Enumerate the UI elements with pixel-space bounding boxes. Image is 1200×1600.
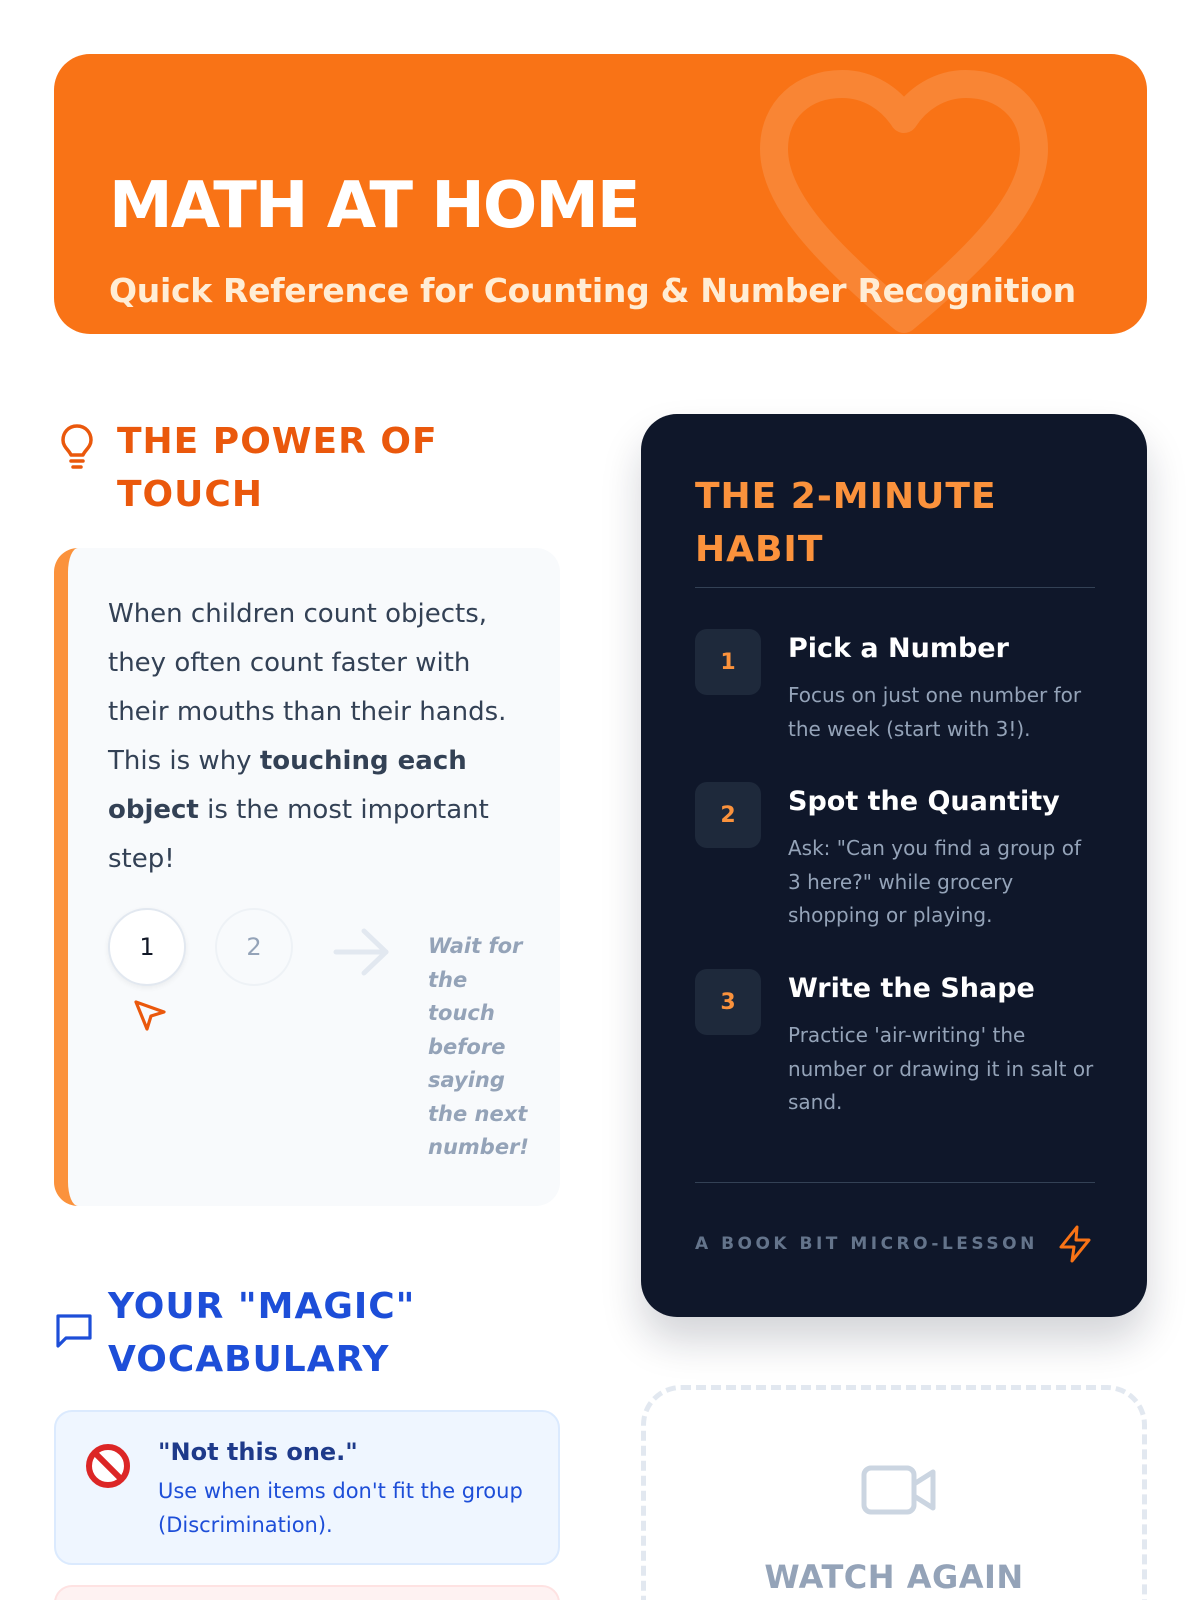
step-description: Ask: "Can you find a group of 3 here?" while grocery shopping or playing. [788, 836, 1081, 927]
arrow-right-icon [332, 926, 392, 978]
touch-section-heading [60, 415, 497, 521]
chat-bubble-icon [54, 1280, 98, 1380]
prohibited-icon [84, 1442, 132, 1490]
step-description: Practice 'air-writing' the number or drawing it in salt or sand. [788, 1023, 1094, 1114]
watch-again-label: WATCH AGAIN [764, 1558, 1024, 1596]
lightning-icon [1055, 1224, 1095, 1264]
page-title: MATH AT HOME [109, 169, 639, 243]
divider [695, 1182, 1095, 1183]
watch-again-button[interactable] [641, 1385, 1147, 1600]
vocab-description: Use when items don't fit the group (Discrimination). [158, 1479, 523, 1537]
step-title: Pick a Number [788, 633, 1009, 664]
touch-tip-note: Wait for the touch before saying the next number! [428, 934, 529, 1159]
step-title: Write the Shape [788, 973, 1035, 1004]
step-description: Focus on just one number for the week (start with 3!). [788, 683, 1082, 741]
section-title: YOUR "MAGIC" VOCABULARY [108, 1286, 416, 1380]
habit-footer: A BOOK BIT MICRO-LESSON [695, 1234, 1038, 1254]
touch-description: When children count objects, they often count faster with their mouths than their hands. This is why touching each object is the most important step! [108, 599, 507, 874]
video-camera-icon [860, 1462, 938, 1518]
section-title: THE POWER OF TOUCH [117, 421, 438, 515]
touch-card [54, 548, 560, 1206]
pointer-cursor-icon [130, 996, 170, 1036]
emphasis-text: touching each object [108, 746, 467, 825]
habit-title: THE 2-MINUTE HABIT [695, 476, 997, 570]
divider [695, 587, 1095, 588]
vocab-section-heading [54, 1280, 488, 1386]
vocab-card [54, 1410, 560, 1565]
step-number: 1 [695, 629, 761, 695]
step-number: 2 [695, 782, 761, 848]
hero-banner [54, 54, 1147, 334]
step-number: 3 [695, 969, 761, 1035]
count-circle-2: 2 [215, 908, 293, 986]
vocab-phrase: "Not this one." [158, 1438, 358, 1466]
count-circle-1: 1 [108, 908, 186, 986]
lightbulb-icon [60, 415, 104, 475]
page-subtitle: Quick Reference for Counting & Number Recognition [109, 271, 1076, 310]
step-title: Spot the Quantity [788, 786, 1060, 817]
habit-card [641, 414, 1147, 1317]
vocab-card [54, 1585, 560, 1600]
